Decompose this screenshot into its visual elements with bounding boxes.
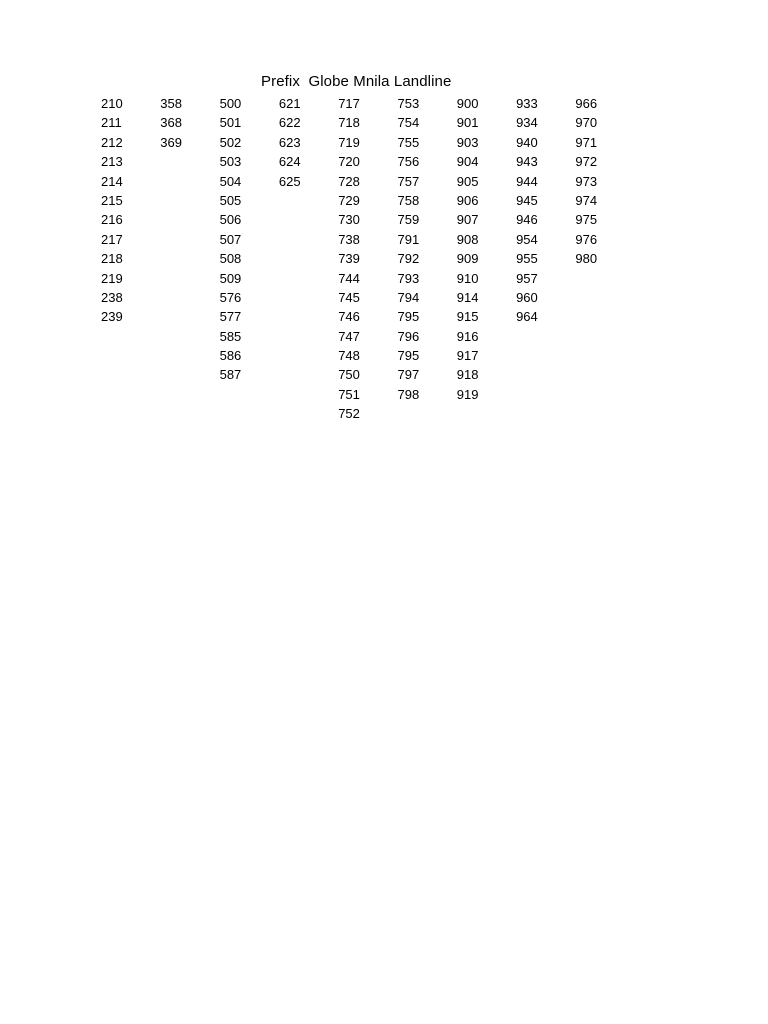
prefix-cell: 238 — [101, 289, 123, 305]
prefix-cell: 745 — [338, 289, 360, 305]
prefix-cell: 506 — [219, 212, 242, 228]
prefix-cell: 624 — [278, 154, 301, 170]
prefix-column — [220, 94, 279, 424]
prefix-cell: 214 — [101, 173, 123, 189]
prefix-cell: 508 — [219, 251, 242, 267]
prefix-cell: 795 — [397, 309, 420, 325]
prefix-cell: 505 — [219, 192, 242, 208]
prefix-cell: 792 — [397, 251, 420, 267]
prefix-cell: 213 — [101, 154, 123, 170]
prefix-cell: 747 — [338, 328, 360, 344]
prefix-cell: 955 — [516, 251, 538, 267]
prefix-cell: 729 — [338, 192, 360, 208]
prefix-cell: 501 — [219, 115, 242, 131]
prefix-column — [338, 94, 397, 424]
page-title: Prefix Globe Mnila Landline — [261, 73, 452, 90]
prefix-cell: 954 — [516, 231, 538, 247]
prefix-cell: 919 — [456, 386, 479, 402]
prefix-cell: 759 — [397, 212, 420, 228]
prefix-cell: 917 — [456, 348, 479, 364]
prefix-cell: 970 — [575, 115, 598, 131]
prefix-cell: 746 — [338, 309, 360, 325]
prefix-cell: 623 — [278, 134, 301, 150]
prefix-cell: 503 — [219, 154, 242, 170]
prefix-cell: 940 — [516, 134, 538, 150]
prefix-cell: 369 — [160, 134, 182, 150]
prefix-cell: 219 — [101, 270, 123, 286]
prefix-cell: 976 — [575, 231, 598, 247]
prefix-cell: 717 — [338, 96, 360, 111]
prefix-cell: 946 — [516, 212, 538, 228]
prefix-cell: 751 — [338, 386, 360, 402]
prefix-cell: 794 — [397, 289, 420, 305]
prefix-cell: 907 — [456, 212, 479, 228]
prefix-cell: 905 — [456, 173, 479, 189]
prefix-cell: 975 — [575, 212, 598, 228]
prefix-cell: 943 — [516, 154, 538, 170]
prefix-cell: 757 — [397, 173, 420, 189]
prefix-cell: 625 — [278, 173, 301, 189]
prefix-column — [160, 94, 219, 424]
prefix-column — [279, 94, 338, 424]
prefix-cell: 904 — [456, 154, 479, 170]
prefix-column — [101, 94, 160, 424]
prefix-cell: 210 — [101, 96, 123, 111]
prefix-cell: 915 — [456, 309, 479, 325]
prefix-column — [397, 94, 456, 424]
prefix-cell: 748 — [338, 348, 360, 364]
prefix-cell: 587 — [219, 367, 242, 383]
prefix-cell: 797 — [397, 367, 420, 383]
prefix-cell: 754 — [397, 115, 420, 131]
prefix-column — [575, 94, 634, 424]
prefix-cell: 586 — [219, 348, 242, 364]
prefix-cell: 585 — [219, 328, 242, 344]
prefix-cell: 368 — [160, 115, 182, 131]
prefix-cell: 500 — [219, 96, 242, 111]
prefix-cell: 758 — [397, 192, 420, 208]
prefix-cell: 910 — [456, 270, 479, 286]
prefix-cell: 621 — [278, 96, 301, 111]
prefix-cell: 752 — [338, 406, 360, 422]
prefix-cell: 720 — [338, 154, 360, 170]
prefix-cell: 908 — [456, 231, 479, 247]
prefix-cell: 509 — [219, 270, 242, 286]
prefix-cell: 909 — [456, 251, 479, 267]
prefix-cell: 945 — [516, 192, 538, 208]
prefix-table — [101, 94, 635, 424]
prefix-cell: 217 — [101, 231, 123, 247]
prefix-cell: 756 — [397, 154, 420, 170]
prefix-cell: 934 — [516, 115, 538, 131]
prefix-cell: 914 — [456, 289, 479, 305]
prefix-column — [457, 94, 516, 424]
prefix-cell: 507 — [219, 231, 242, 247]
prefix-cell: 719 — [338, 134, 360, 150]
prefix-cell: 218 — [101, 251, 123, 267]
prefix-cell: 502 — [219, 134, 242, 150]
prefix-cell: 916 — [456, 328, 479, 344]
prefix-cell: 957 — [516, 270, 538, 286]
prefix-cell: 974 — [575, 192, 598, 208]
prefix-cell: 216 — [101, 212, 123, 228]
prefix-cell: 728 — [338, 173, 360, 189]
prefix-cell: 504 — [219, 173, 242, 189]
prefix-column — [516, 94, 575, 424]
prefix-cell: 215 — [101, 192, 123, 208]
prefix-cell: 239 — [101, 309, 123, 325]
prefix-cell: 918 — [456, 367, 479, 383]
prefix-cell: 738 — [338, 231, 360, 247]
prefix-cell: 933 — [516, 96, 538, 111]
prefix-cell: 900 — [456, 96, 479, 111]
prefix-cell: 730 — [338, 212, 360, 228]
prefix-cell: 795 — [397, 348, 420, 364]
prefix-cell: 576 — [219, 289, 242, 305]
prefix-cell: 211 — [101, 115, 122, 131]
prefix-cell: 577 — [219, 309, 242, 325]
prefix-cell: 718 — [338, 115, 360, 131]
prefix-cell: 358 — [160, 96, 182, 111]
prefix-cell: 964 — [516, 309, 538, 325]
prefix-cell: 791 — [397, 231, 420, 247]
prefix-cell: 212 — [101, 134, 123, 150]
prefix-cell: 744 — [338, 270, 360, 286]
prefix-cell: 960 — [516, 289, 538, 305]
prefix-cell: 906 — [456, 192, 479, 208]
prefix-cell: 944 — [516, 173, 538, 189]
prefix-cell: 980 — [575, 251, 598, 267]
prefix-cell: 973 — [575, 173, 598, 189]
prefix-cell: 793 — [397, 270, 420, 286]
prefix-cell: 796 — [397, 328, 420, 344]
prefix-cell: 971 — [575, 134, 598, 150]
prefix-cell: 753 — [397, 96, 420, 111]
prefix-cell: 966 — [575, 96, 598, 111]
prefix-cell: 798 — [397, 386, 420, 402]
prefix-cell: 903 — [456, 134, 479, 150]
prefix-cell: 972 — [575, 154, 598, 170]
prefix-cell: 739 — [338, 251, 360, 267]
prefix-cell: 622 — [278, 115, 301, 131]
prefix-cell: 750 — [338, 367, 360, 383]
prefix-cell: 755 — [397, 134, 420, 150]
prefix-cell: 901 — [456, 115, 479, 131]
